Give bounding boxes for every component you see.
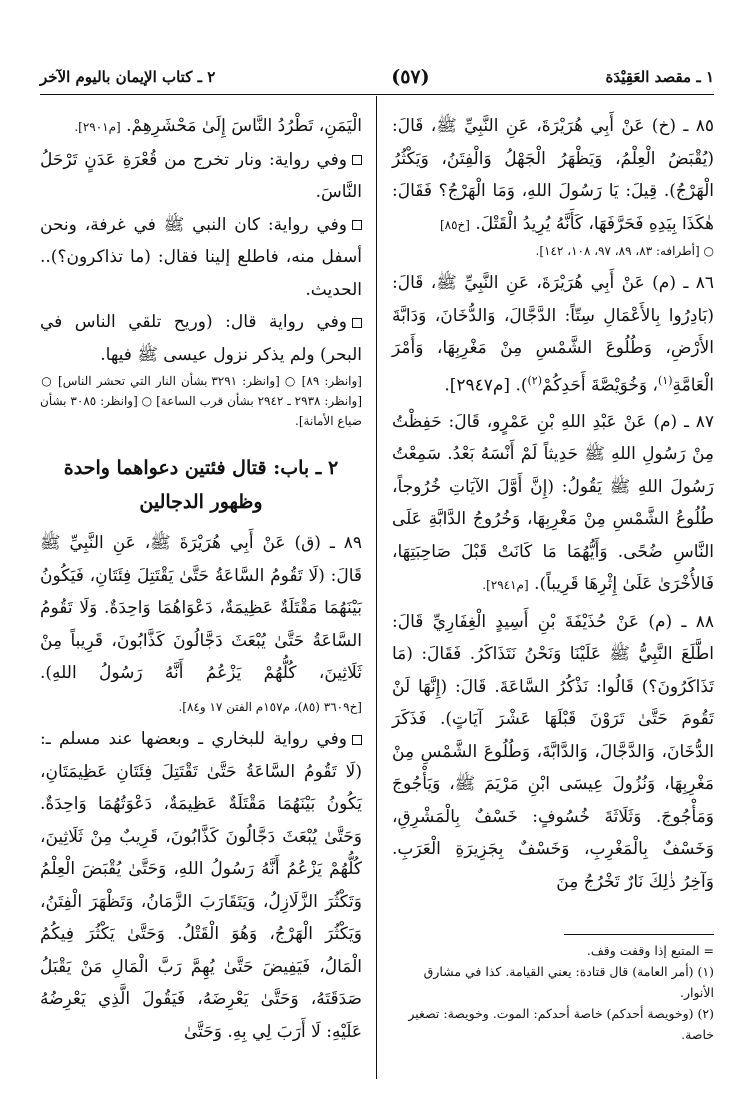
footnote-rule [564,934,714,935]
hadith-86-text-2: ، وَخُوَيْصَّةَ أَحَدِكُمْ [542,375,658,396]
hadith-87 [392,406,714,602]
left-column [40,110,362,1048]
square-bullet-icon [352,155,362,165]
chapter-title: ٢ ـ باب: قتال فئتين دعواهما واحدة وظهور الدجالين [63,457,339,513]
atraf-text: [أطرافه: ٨٣، ٨٩، ٩٧، ١٠٨، ١٤٢]. [535,244,700,258]
hadith-85 [392,110,714,241]
footnote-mark-2: (٢) [527,373,543,387]
running-header [40,62,714,92]
variant-4-text: وفي رواية للبخاري ـ وبعضها عند مسلم ـ: (لَا تَقُومُ السَّاعَةُ حَتَّىٰ تَقْتَتِلَ فِئَتَانِ عَظِيمَتَانِ، يَكُونُ بَيْنَهُمَا مَقْتَلَةٌ عَظِيمَةٌ، دَعْوَتُهُمَا وَاحِدَةٌ. وَحَتَّىٰ يُبْعَثَ دَجَّالُونَ كَذَّابُونَ، قَرِيبٌ مِنْ ثَلَاثِينَ، كُلُّهُمْ يَزْعُمُ أَنَّهُ رَسُولُ اللهِ، وَحَتَّىٰ يُقْبَضَ الْعِلْمُ وَتَكْثُرَ الزَّلَازِلُ، وَيَتَقَارَبَ الزَّمَانُ، وَتَظْهَرَ الْفِتَنُ، وَيَكْثُرَ الْهَرْجُ، وَهُوَ الْقَتْلُ. وَحَتَّىٰ يَكْثُرَ فِيكُمُ الْمَالُ، فَيَفِيضَ حَتَّىٰ يُهِمَّ رَبَّ الْمَالِ مَنْ يَقْبَلُ صَدَقَتَهُ، وَحَتَّىٰ يَعْرِضَهُ، فَيَقُولَ الَّذِي يَعْرِضُهُ عَلَيْهِ: لَا أَرَبَ لِي بِهِ. وَحَتَّىٰ [40,729,362,1042]
hadith-86 [392,267,714,402]
variant-2-text: وفي رواية: كان النبي ﷺ في غرفة، ونحن أسفل منه، فاطلع إلينا فقال: (ما تذاكرون؟).. الحديث. [40,214,362,300]
variant-4 [40,723,362,1048]
page-number: (٥٧) [391,66,430,88]
footnote-2: (٢) (وخويصة أحدكم) خاصة أحدكم: الموت. وخويصة: تصغير خاصة. [408,1006,714,1042]
variant-3 [40,306,362,371]
hadith-88 [392,606,714,899]
hadith-86-text: ٨٦ ـ (م) عَنْ أَبِي هُرَيْرَةَ، عَنِ النَّبِيِّ ﷺ، قَالَ: (بَادِرُوا بِالأَعْمَالِ سِتّاً: الدَّجَّالَ، وَالدُّخَانَ، وَدَابَّةَ الأَرْضِ، وَطُلُوعَ الشَّمْسِ مِنْ مَغْرِبِهَا، وَأَمْرَ الْعَامَّةِ [392,273,714,396]
hadith-85-ref: [خ٨٥] [439,217,470,232]
column-divider [376,96,377,1079]
hadith-85-atraf: ○ [أطرافه: ٨٣، ٨٩، ٩٧، ١٠٨، ١٤٢]. [535,244,714,258]
hadith-89-text: ٨٩ ـ (ق) عَنْ أَبِي هُرَيْرَةَ ﷺ، عَنِ النَّبِيِّ ﷺ قَالَ: (لَا تَقُومُ السَّاعَةُ حَتَّىٰ يَقْتَتِلَ فِئَتَانِ، فَيَكُونُ بَيْنَهُمَا مَقْتَلَةٌ عَظِيمَةٌ، دَعْوَاهُمَا وَاحِدَةٌ. وَلَا تَقُومُ السَّاعَةُ حَتَّىٰ يُبْعَثَ دَجَّالُونَ كَذَّابُونَ، قَرِيباً مِنْ ثَلَاثِينَ، كُلُّهُمْ يَزْعُمُ أَنَّهُ رَسُولُ اللهِ). [40,533,362,683]
hadith-88-continuation [40,110,362,144]
cross-references: [وانظر: ٨٩] ○ [وانظر: ٣٢٩١ بشأن النار التي تحشر الناس] ○ [وانظر: ٢٩٣٨ ـ ٢٩٤٢ بشأن قرب الساعة] ○ [وانظر: ٣٠٨٥ بشأن ضياع الأمانة]. [40,374,363,428]
variant-3-text: وفي رواية قال: (وريح تلقي الناس في البحر) ولم يذكر نزول عيسى ﷺ فيها. [40,312,362,365]
footnote-1: (١) (أمر العامة) قال قتادة: يعني القيامة. كذا في مشارق الأنوار. [423,964,714,1000]
footnote-mark-1: (١) [657,373,673,387]
header-section-title: ١ ـ مقصد العَقِيْدَة [605,68,714,86]
hadith-87-ref: [م٢٩٤١]. [482,578,529,593]
variant-1 [40,144,362,209]
variant-2 [40,209,362,307]
square-bullet-icon [352,220,362,230]
continuation-ref: [م٢٩٠١]. [74,120,121,134]
right-column [392,110,714,898]
hadith-86-text-3: ). [م٢٩٤٧]. [444,375,528,396]
square-bullet-icon [352,318,362,328]
hadith-89 [40,527,362,723]
footnote-continuation: = المتبع إذا وقفت وقف. [586,943,714,958]
hadith-85-text: ٨٥ ـ (خ) عَنْ أَبِي هُرَيْرَةَ، عَنِ النَّبِيِّ ﷺ، قَالَ: (يُقْبَضُ الْعِلْمُ، وَيَظْهَرُ الْجَهْلُ وَالْفِتَنُ، وَيَكْثُرُ الْهَرْجُ). قِيلَ: يَا رَسُولَ اللهِ، وَمَا الْهَرْجُ؟ فَقَالَ: هٰكَذَا بِيَدِهِ فَحَرَّفَهَا، كَأَنَّهُ يُرِيدُ الْقَتْلَ. [392,116,714,234]
header-rule [40,94,714,95]
continuation-text: الْيَمَنِ، تَطْرُدُ النَّاسَ إِلَىٰ مَحْشَرِهِمْ. [126,116,362,136]
hadith-87-text: ٨٧ ـ (م) عَنْ عَبْدِ اللهِ بْنِ عَمْرٍو، قَالَ: حَفِظْتُ مِنْ رَسُولِ اللهِ ﷺ حَدِيثاً لَمْ أَنْسَهُ بَعْدُ. سَمِعْتُ رَسُولَ اللهِ ﷺ يَقُولُ: (إِنَّ أَوَّلَ الآيَاتِ خُرُوجاً، طُلُوعُ الشَّمْسِ مِنْ مَغْرِبِهَا، وَخُرُوجُ الدَّابَّةِ عَلَى النَّاسِ ضُحًى. وَأَيُّهُمَا مَا كَانَتْ قَبْلَ صَاحِبَتِهَا، فَالأُخْرَىٰ عَلَىٰ إِثْرِهَا قَرِيباً). [392,411,714,595]
hadith-88-text: ٨٨ ـ (م) عَنْ حُذَيْفَةَ بْنِ أَسِيدٍ الْغِفَارِيِّ قَالَ: اطَّلَعَ النَّبِيُّ ﷺ عَلَيْنَا وَنَحْنُ نَتَذَاكَرُ. فَقَالَ: (مَا تَذَاكَرُونَ؟) قَالُوا: نَذْكُرُ السَّاعَةَ. قَالَ: (إِنَّهَا لَنْ تَقُومَ حَتَّىٰ تَرَوْنَ قَبْلَهَا عَشْرَ آيَاتٍ). فَذَكَرَ الدُّخَانَ، وَالدَّجَّالَ، وَالدَّابَّةَ، وَطُلُوعَ الشَّمْسِ مِنْ مَغْرِبِهَا، وَنُزُولَ عِيسَى ابْنِ مَرْيَمَ ﷺ، وَيَأْجُوجَ وَمَأْجُوجَ. وَثَلَاثَةَ خُسُوفٍ: خَسْفٌ بِالْمَشْرِقِ، وَخَسْفٌ بِالْمَغْرِبِ، وَخَسْفٌ بِجَزِيرَةِ الْعَرَبِ. وَآخِرُ ذٰلِكَ نَارٌ تَخْرُجُ مِنَ [392,611,714,892]
footnotes [392,940,714,1045]
square-bullet-icon [352,735,362,745]
header-book-title: ٢ ـ كتاب الإيمان باليوم الآخر [40,68,216,86]
hadith-89-ref: [خ٣٦٠٩ (٨٥)، م١٥٧م الفتن ١٧ و٨٤]. [178,699,362,714]
variant-1-text: وفي رواية: ونار تخرج من قُعْرَةِ عَدَنٍ تَرْحَلُ النَّاسَ. [40,149,362,202]
